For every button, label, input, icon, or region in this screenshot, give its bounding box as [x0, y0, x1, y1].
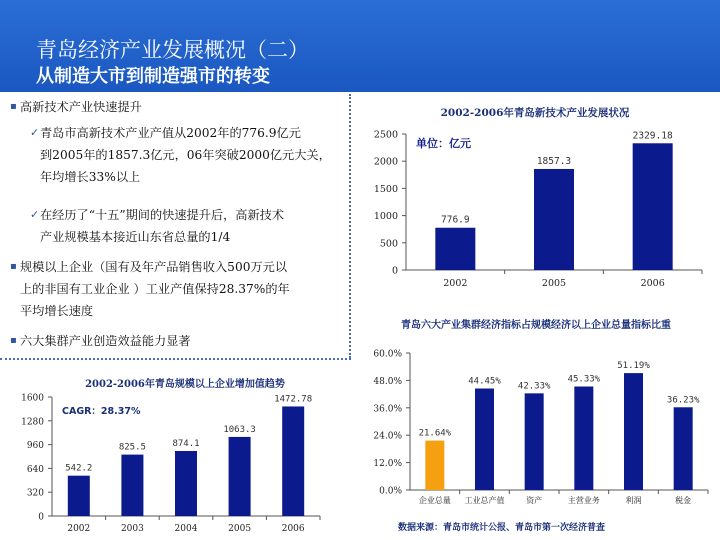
- y-tick-label: 24.0%: [373, 431, 402, 442]
- slide-header: [0, 0, 720, 92]
- chart-title: 青岛六大产业集群经济指标占规模经济以上企业总量指标比重: [401, 320, 671, 331]
- y-tick-label: 640: [26, 464, 44, 475]
- bar-value-label: 1472.78: [274, 394, 313, 405]
- y-tick-label: 1600: [21, 393, 44, 404]
- bar-value-label: 1063.3: [223, 424, 256, 435]
- bar-value-label: 21.64%: [418, 428, 452, 439]
- x-category-label: 税金: [675, 496, 692, 505]
- bar-value-label: 874.1: [172, 438, 200, 449]
- y-tick-label: 2000: [373, 156, 398, 168]
- sub-bullet-share-line2: 产业规模基本接近山东省总量的1/4: [40, 230, 231, 244]
- bar-value-label: 776.9: [441, 214, 470, 226]
- x-category-label: 2003: [120, 524, 144, 534]
- bullet-scale-line2: 上的非国有工业企业 ）工业产值保持28.37%的年: [20, 282, 290, 296]
- bar: [674, 407, 693, 490]
- bullet-clusters-text: 六大集群产业创造效益能力显著: [20, 334, 191, 348]
- vertical-divider: [349, 94, 351, 358]
- x-category-label: 主营业务: [567, 496, 600, 505]
- sub-bullet-share-line1: 在经历了“十五”期间的快速提升后，高新技术: [40, 208, 285, 222]
- y-tick-label: 60.0%: [373, 349, 402, 360]
- bar-value-label: 42.33%: [517, 381, 551, 392]
- bar-value-label: 36.23%: [666, 395, 700, 406]
- data-source-note: 数据来源：青岛市统计公报、青岛市第一次经济普查: [398, 523, 606, 533]
- bar: [68, 476, 90, 516]
- horizontal-divider: [0, 358, 351, 360]
- bar: [121, 455, 143, 516]
- chart-scale-enterprise-trend: [0, 362, 349, 540]
- slide-subtitle: 从制造大市到制造强市的转变: [36, 66, 270, 87]
- bar: [525, 393, 544, 490]
- bar: [282, 406, 304, 516]
- chart-cluster-share: [352, 306, 720, 516]
- sub-bullet-output-line3: 年均增长33%以上: [40, 170, 141, 184]
- bar-value-label: 45.33%: [567, 374, 601, 385]
- x-category-label: 2005: [541, 278, 567, 289]
- bullet-hightech: [10, 96, 345, 118]
- bar-value-label: 542.2: [65, 463, 93, 474]
- y-tick-label: 12.0%: [373, 459, 402, 470]
- bullet-scale-line1: ▪ 规模以上企业（国有及年产品销售收入500万元以: [20, 260, 288, 274]
- chart-hightech-output: [352, 96, 718, 300]
- check-icon: ✓: [30, 126, 40, 139]
- bar: [633, 143, 673, 270]
- bar-value-label: 2329.18: [632, 130, 673, 142]
- bar-value-label: 1857.3: [536, 155, 572, 167]
- bar-value-label: 44.45%: [468, 376, 501, 387]
- bar: [624, 373, 643, 490]
- sub-bullet-share: [10, 204, 345, 248]
- y-tick-label: 48.0%: [373, 376, 402, 387]
- bar: [435, 228, 475, 270]
- y-tick-label: 1280: [21, 417, 44, 428]
- bar-value-label: 825.5: [118, 442, 146, 453]
- y-tick-label: 36.0%: [373, 404, 402, 415]
- bullet-scale-enterprises: [10, 256, 345, 322]
- y-tick-label: 1000: [373, 211, 398, 223]
- x-category-label: 2004: [174, 524, 198, 534]
- y-tick-label: 1500: [373, 183, 398, 195]
- check-icon: ✓: [30, 208, 40, 221]
- x-category-label: 2002: [67, 524, 91, 534]
- y-tick-label: 320: [26, 488, 44, 499]
- x-category-label: 2002: [443, 278, 468, 289]
- bullet-scale-line3: 平均增长速度: [20, 304, 94, 318]
- chart-annotation: 单位：亿元: [416, 137, 471, 150]
- x-category-label: 2006: [281, 524, 305, 534]
- text-panel: [10, 96, 345, 352]
- x-category-label: 利润: [625, 496, 642, 505]
- x-category-label: 工业总产值: [464, 496, 505, 505]
- y-tick-label: 0: [391, 265, 398, 277]
- x-category-label: 企业总量: [418, 496, 451, 505]
- x-category-label: 资产: [526, 496, 543, 505]
- chart-title: 2002-2006年青岛新技术产业发展状况: [440, 107, 630, 119]
- bar: [574, 386, 593, 490]
- bullet-hightech-text: 高新技术产业快速提升: [20, 100, 142, 114]
- x-category-label: 2005: [228, 524, 252, 534]
- sub-bullet-output: [10, 122, 345, 188]
- chart-title: 2002-2006年青岛规模以上企业增加值趋势: [85, 379, 285, 390]
- y-tick-label: 500: [379, 238, 398, 250]
- bar: [425, 441, 444, 490]
- sub-bullet-output-line2: 到2005年的1857.3亿元，06年突破2000亿元大关，: [40, 148, 331, 162]
- chart-annotation: CAGR：28.37%: [62, 406, 141, 417]
- slide-title: 青岛经济产业发展概况（二）: [36, 38, 309, 62]
- y-tick-label: 0: [38, 512, 44, 523]
- y-tick-label: 2500: [373, 129, 398, 141]
- bar: [175, 451, 197, 516]
- sub-bullet-output-line1: 青岛市高新技术产业产值从2002年的776.9亿元: [40, 126, 301, 140]
- y-tick-label: 0.0%: [379, 486, 402, 497]
- bar: [534, 169, 574, 270]
- y-tick-label: 960: [26, 441, 44, 452]
- bar-value-label: 51.19%: [617, 361, 650, 372]
- bar: [475, 389, 494, 490]
- bullet-clusters: [10, 330, 345, 352]
- x-category-label: 2006: [640, 278, 665, 289]
- bar: [229, 437, 251, 516]
